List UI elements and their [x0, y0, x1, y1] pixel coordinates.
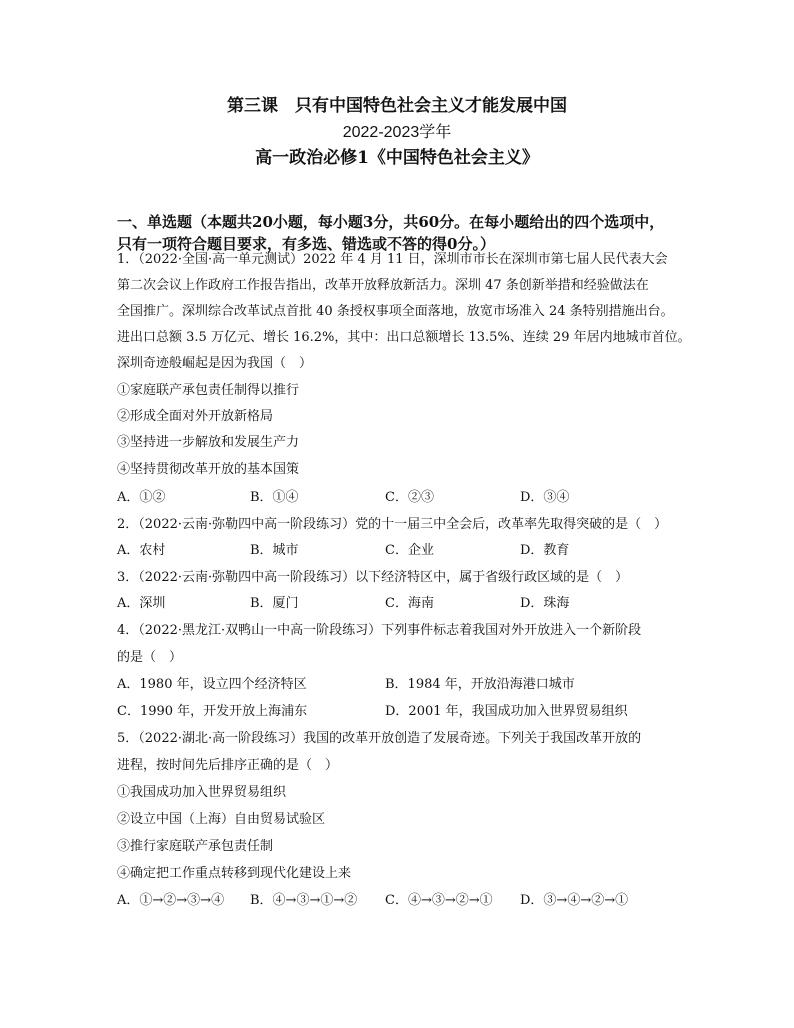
q1-stem-line: 深圳奇迹般崛起是因为我国（ ）	[117, 356, 313, 371]
q5-item: ④确定把工作重点转移到现代化建设上来	[117, 866, 352, 881]
doc-subtitle: 高一政治必修1《中国特色社会主义》	[255, 148, 539, 168]
q1-stem-line: 全国推广。深圳综合改革试点首批 40 条授权事项全面落地，放宽市场准入 24 条特别措施出台。	[117, 304, 674, 319]
q1-stem-line: 进出口总额 3.5 万亿元、增长 16.2%，其中：出口总额增长 13.5%、连续 29 年居内地城市首位。	[117, 330, 691, 345]
q3-option-b[interactable]: B．厦门	[250, 596, 299, 611]
q5-stem-line: 5．（2022·湖北·高一阶段练习）我国的改革开放创造了发展奇迹。下列关于我国改革开放的	[117, 731, 642, 746]
q3-option-a[interactable]: A．深圳	[117, 596, 166, 611]
q2-stem: 2．（2022·云南·弥勒四中高一阶段练习）党的十一届三中全会后，改革率先取得突破的是（ ）	[117, 517, 668, 532]
q5-option-b[interactable]: B．④→③→①→②	[250, 893, 358, 908]
doc-school-year: 2022-2023学年	[342, 124, 452, 141]
q5-stem-line: 进程，按时间先后排序正确的是（ ）	[117, 758, 339, 773]
q4-stem-line: 的是（ ）	[117, 650, 183, 665]
q4-option-d[interactable]: D．2001 年，我国成功加入世界贸易组织	[385, 704, 628, 719]
q5-option-c[interactable]: C．④→③→②→①	[385, 893, 493, 908]
q3-stem: 3．（2022·云南·弥勒四中高一阶段练习）以下经济特区中，属于省级行政区域的是（ ）	[117, 570, 629, 585]
q1-option-a[interactable]: A．①②	[117, 490, 166, 505]
q2-option-d[interactable]: D．教育	[520, 543, 570, 558]
q1-option-d[interactable]: D．③④	[520, 490, 570, 505]
q1-item: ②形成全面对外开放新格局	[117, 409, 274, 424]
q1-item: ③坚持进一步解放和发展生产力	[117, 435, 300, 450]
q1-stem-line: 第二次会议上作政府工作报告指出，改革开放释放新活力。深圳 47 条创新举措和经验做法在	[117, 278, 649, 293]
section-header-line: 一、单选题（本题共20小题，每小题3分，共60分。在每小题给出的四个选项中，	[117, 213, 665, 231]
section-header-line: 只有一项符合题目要求，有多选、错选或不答的得0分。）	[117, 235, 495, 253]
q4-option-b[interactable]: B．1984 年，开放沿海港口城市	[385, 677, 575, 692]
q5-item: ①我国成功加入世界贸易组织	[117, 785, 287, 800]
q3-option-d[interactable]: D．珠海	[520, 596, 570, 611]
q5-item: ②设立中国（上海）自由贸易试验区	[117, 812, 326, 827]
doc-title: 第三课 只有中国特色社会主义才能发展中国	[227, 96, 567, 116]
q5-option-d[interactable]: D．③→④→②→①	[520, 893, 629, 908]
q4-option-a[interactable]: A．1980 年，设立四个经济特区	[117, 677, 307, 692]
q2-option-a[interactable]: A．农村	[117, 543, 166, 558]
q2-option-b[interactable]: B．城市	[250, 543, 299, 558]
q1-item: ①家庭联产承包责任制得以推行	[117, 383, 300, 398]
q1-option-b[interactable]: B．①④	[250, 490, 299, 505]
section-header	[117, 211, 717, 255]
q4-option-c[interactable]: C．1990 年，开发开放上海浦东	[117, 704, 308, 719]
q2-option-c[interactable]: C．企业	[385, 543, 434, 558]
q5-option-a[interactable]: A．①→②→③→④	[117, 893, 225, 908]
q5-item: ③推行家庭联产承包责任制	[117, 839, 274, 854]
q1-option-c[interactable]: C．②③	[385, 490, 434, 505]
q3-option-c[interactable]: C．海南	[385, 596, 434, 611]
q1-item: ④坚持贯彻改革开放的基本国策	[117, 462, 300, 477]
q4-stem-line: 4．（2022·黑龙江·双鸭山一中高一阶段练习）下列事件标志着我国对外开放进入一个新阶段	[117, 623, 642, 638]
q1-stem-line: 1．（2022·全国·高一单元测试）2022 年 4 月 11 日，深圳市市长在深圳市第七届人民代表大会	[117, 252, 668, 267]
